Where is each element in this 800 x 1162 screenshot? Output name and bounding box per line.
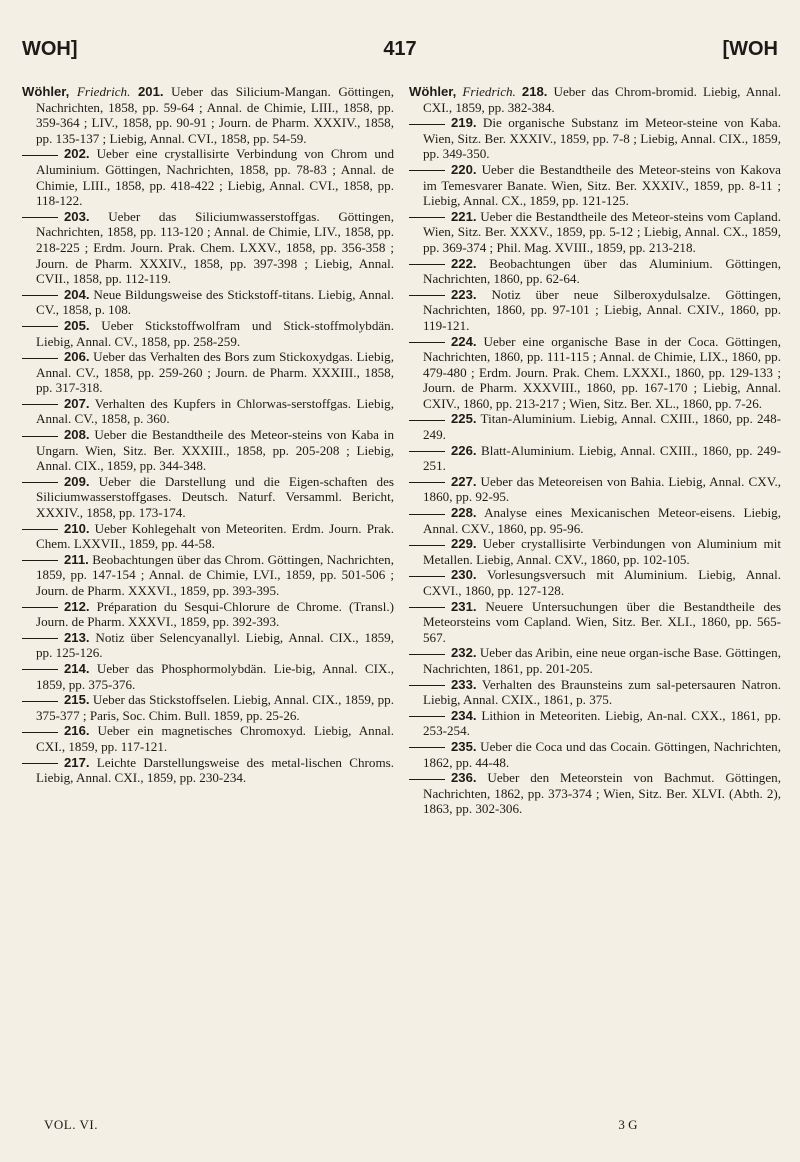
bibliography-entry (409, 599, 781, 646)
entry-number: 212. (64, 598, 90, 614)
entry-text: Ueber den Meteorstein von Bachmut. Göttingen, Nachrichten, 1862, pp. 373-374 ; Wien, Sitz. Ber. XLVI. (Abth. 2), 1863, pp. 302-306. (423, 770, 781, 817)
entry-text: Ueber eine organische Base in der Coca. Göttingen, Nachrichten, 1860, pp. 111-115 ; Annal. de Chimie, LIX., 1860, pp. 479-480 ; Erdm. Journ. Prak. Chem. LXXXI., 1860, pp. 129-133 ; Journ. de Pharm. XXXVIII., 1860, pp. 167-170 ; Liebig, Annal. CXIV., 1860, pp. 213-217 ; Wien, Sitz. Ber. XL., 1860, pp. 7-26. (423, 333, 781, 411)
ditto-dash (409, 545, 445, 546)
entry-number: 203. (64, 208, 90, 224)
entry-number: 213. (64, 629, 90, 645)
bibliography-entry (22, 427, 394, 474)
entry-text: Ueber das Silicium-Mangan. Göttingen, Nachrichten, 1858, pp. 59-64 ; Annal. de Chimie, LIII., 1858, pp. 359-364 ; LIV., 1858, pp. 90-91 ; Journ. de Pharm. XXXIV., 1858, pp. 135-137 ; Liebig, Annal. CVI., 1858, pp. 54-59. (36, 84, 394, 146)
entry-text: Ueber die Coca und das Cocain. Göttingen, Nachrichten, 1862, pp. 44-48. (423, 738, 782, 770)
bibliography-entry (409, 84, 781, 115)
bibliography-entry (22, 146, 394, 208)
bibliography-entry (409, 739, 781, 770)
entry-text: Ueber das Siliciumwasserstoffgas. Göttingen, Nachrichten, 1858, pp. 113-120 ; Annal. de Chimie, LIV., 1858, pp. 218-225 ; Erdm. Journ. Prak. Chem. LXXV., 1858, pp. 356-358 ; Journ. de Pharm. XXXIV., 1858, pp. 397-398 ; Liebig, Annal. CVII., 1858, pp. 112-119. (36, 208, 394, 287)
ditto-dash (22, 358, 58, 359)
entry-text: Ueber das Phosphormolybdän. Lie-big, Annal. CIX., 1859, pp. 375-376. (36, 660, 394, 692)
ditto-dash (22, 701, 58, 702)
entry-number: 211. (64, 551, 89, 567)
entry-text: Ueber das Stickstoffselen. Liebig, Annal. CIX., 1859, pp. 375-377 ; Paris, Soc. Chim. Bull. 1859, pp. 25-26. (36, 692, 395, 723)
ditto-dash (22, 217, 58, 218)
ditto-dash (22, 404, 58, 405)
bibliography-entry (22, 552, 394, 599)
entry-number: 223. (451, 286, 477, 302)
entry-number: 207. (64, 395, 90, 411)
ditto-dash (22, 326, 58, 327)
entry-text: Ueber Kohlegehalt von Meteoriten. Erdm. Journ. Prak. Chem. LXXVII., 1859, pp. 44-58. (36, 520, 394, 552)
entry-text: Beobachtungen über das Aluminium. Göttingen, Nachrichten, 1860, pp. 62-64. (423, 255, 781, 287)
bibliography-entry (22, 318, 394, 349)
bibliography-entry (409, 443, 781, 474)
entry-text: Ueber crystallisirte Verbindungen von Aluminium mit Metallen. Liebig, Annal. CXV., 1860, pp. 102-105. (423, 536, 781, 567)
entry-number: 229. (451, 536, 477, 552)
bibliography-entry (409, 115, 781, 162)
bibliography-entry (22, 599, 394, 630)
bibliography-entry (409, 505, 781, 536)
volume-label: VOL. VI. (44, 1117, 98, 1132)
entry-text: Notiz über neue Silberoxydulsalze. Göttingen, Nachrichten, 1860, pp. 97-101 ; Liebig, Annal. CXIV., 1860, pp. 119-121. (423, 286, 781, 333)
entry-number: 222. (451, 255, 477, 271)
entry-number: 233. (451, 676, 477, 692)
ditto-dash (409, 576, 445, 577)
entry-number: 219. (451, 115, 477, 131)
entry-number: 218. (521, 84, 548, 99)
entry-number: 215. (64, 692, 90, 708)
entry-number: 214. (64, 660, 90, 676)
ditto-dash (409, 482, 445, 483)
header-right: [WOH (722, 38, 778, 60)
entry-text: Analyse eines Mexicanischen Meteor-eisens. Liebig, Annal. CXV., 1860, pp. 95-96. (423, 505, 781, 536)
page-footer (22, 1117, 778, 1135)
ditto-dash (409, 124, 445, 125)
entry-number: 205. (64, 317, 90, 333)
bibliography-entry (22, 755, 394, 786)
entry-text: Ueber das Aribin, eine neue organ-ische Base. Göttingen, Nachrichten, 1861, pp. 201-205. (423, 645, 781, 676)
bibliography-entry (409, 162, 781, 209)
ditto-dash (409, 217, 445, 218)
bibliography-entry (22, 84, 394, 146)
header-left: WOH] (22, 38, 78, 60)
right-column (409, 84, 781, 817)
ditto-dash (409, 716, 445, 717)
entry-text: Titan-Aluminium. Liebig, Annal. CXIII., 1860, pp. 248-249. (423, 411, 781, 443)
entry-number: 230. (451, 567, 477, 583)
ditto-dash (22, 155, 58, 156)
entry-text: Préparation du Sesqui-Chlorure de Chrome. (Transl.) Journ. de Pharm. XXXVI., 1859, pp. 392-393. (36, 598, 394, 630)
bibliography-entry (22, 287, 394, 318)
entry-number: 201. (138, 84, 164, 99)
bibliography-entry (409, 645, 781, 676)
entry-author: Wöhler, (22, 84, 70, 99)
entry-number: 235. (451, 738, 477, 754)
entry-given-name: Friedrich. (462, 84, 516, 99)
entry-text: Ueber die Bestandtheile des Meteor-steins vom Capland. Wien, Sitz. Ber. XXXV., 1859, pp. 5-12 ; Liebig, Annal. CX., 1859, pp. 369-374 ; Phil. Mag. XVIII., 1859, pp. 213-218. (423, 208, 781, 255)
bibliography-entry (22, 723, 394, 754)
entry-text: Blatt-Aluminium. Liebig, Annal. CXIII., 1860, pp. 249-251. (423, 442, 781, 474)
entry-text: Notiz über Selencyanallyl. Liebig, Annal. CIX., 1859, pp. 125-126. (36, 629, 394, 661)
entry-number: 206. (64, 349, 90, 365)
bibliography-entry (22, 474, 394, 521)
ditto-dash (22, 560, 58, 561)
left-column (22, 84, 394, 786)
ditto-dash (409, 607, 445, 608)
bibliography-entry (22, 692, 394, 723)
entry-text: Ueber ein magnetisches Chromoxyd. Liebig, Annal. CXI., 1859, pp. 117-121. (36, 723, 394, 754)
bibliography-entry (409, 770, 781, 817)
entry-text: Die organische Substanz im Meteor-steine von Kaba. Wien, Sitz. Ber. XXXIV., 1859, pp. 7-8 ; Liebig, Annal. CIX., 1859, pp. 349-350. (423, 115, 781, 162)
ditto-dash (22, 732, 58, 733)
ditto-dash (409, 747, 445, 748)
bibliography-entry (22, 661, 394, 692)
entry-number: 227. (451, 473, 477, 489)
ditto-dash (22, 669, 58, 670)
ditto-dash (409, 451, 445, 452)
bibliography-entry (409, 411, 781, 442)
entry-number: 217. (64, 754, 90, 770)
entry-text: Ueber die Bestandtheile des Meteor-steins von Kakova im Temesvarer Banate. Wien, Sitz. Ber. XXXIV., 1859, pp. 8-11 ; Liebig, Annal. CX., 1859, pp. 121-125. (423, 161, 781, 209)
entry-number: 228. (451, 505, 477, 521)
entry-given-name: Friedrich. (76, 84, 131, 99)
entry-text: Lithion in Meteoriten. Liebig, An-nal. CXX., 1861, pp. 253-254. (423, 707, 781, 739)
bibliography-entry (409, 209, 781, 256)
bibliography-entry (22, 521, 394, 552)
entry-text: Ueber die Darstellung und die Eigen-schaften des Siliciumwasserstoffgases. Deutsch. Naturf. Versamml. Bericht, XXXIV., 1858, pp. 173-174. (36, 473, 394, 521)
entry-number: 221. (451, 208, 477, 224)
ditto-dash (409, 295, 445, 296)
entry-number: 204. (64, 286, 90, 302)
running-header (22, 38, 778, 68)
entry-number: 202. (64, 146, 90, 162)
entry-text: Ueber das Meteoreisen von Bahia. Liebig, Annal. CXV., 1860, pp. 92-95. (423, 473, 782, 505)
bibliography-entry (22, 630, 394, 661)
bibliography-entry (22, 209, 394, 287)
bibliography-entry (409, 287, 781, 334)
ditto-dash (409, 264, 445, 265)
entry-text: Neue Bildungsweise des Stickstoff-titans. Liebig, Annal. CV., 1858, p. 108. (36, 286, 394, 318)
bibliography-entry (409, 256, 781, 287)
entry-number: 210. (64, 520, 90, 536)
entry-number: 225. (451, 411, 477, 427)
bibliography-entry (409, 567, 781, 598)
signature-mark: 3 G (618, 1117, 638, 1132)
entry-number: 231. (451, 598, 477, 614)
entry-text: Ueber das Chrom-bromid. Liebig, Annal. CXI., 1859, pp. 382-384. (423, 84, 782, 115)
entry-number: 208. (64, 427, 90, 443)
bibliography-entry (409, 474, 781, 505)
entry-text: Ueber die Bestandtheile des Meteor-steins von Kaba in Ungarn. Wien, Sitz. Ber. XXXIII., 1858, pp. 205-208 ; Liebig, Annal. CIX., 1859, pp. 344-348. (36, 427, 394, 474)
ditto-dash (22, 436, 58, 437)
entry-text: Verhalten des Braunsteins zum sal-petersauren Natron. Liebig, Annal. CXIX., 1861, p. 375. (423, 676, 781, 708)
bibliography-entry (409, 334, 781, 412)
page-number: 417 (383, 38, 417, 60)
entry-text: Neuere Untersuchungen über die Bestandtheile des Meteorsteins vom Capland. Wien, Sitz. Ber. XLI., 1860, pp. 565-567. (423, 598, 781, 645)
entry-text: Verhalten des Kupfers in Chlorwas-serstoffgas. Liebig, Annal. CV., 1858, p. 360. (36, 395, 394, 427)
entry-text: Leichte Darstellungsweise des metal-lischen Chroms. Liebig, Annal. CXI., 1859, pp. 230-234. (36, 754, 394, 786)
entry-number: 234. (451, 707, 477, 723)
ditto-dash (409, 170, 445, 171)
ditto-dash (409, 514, 445, 515)
entry-author: Wöhler, (409, 84, 457, 99)
bibliography-entry (22, 349, 394, 396)
ditto-dash (409, 685, 445, 686)
entry-text: Vorlesungsversuch mit Aluminium. Liebig, Annal. CXVI., 1860, pp. 127-128. (423, 567, 781, 598)
ditto-dash (22, 529, 58, 530)
entry-number: 232. (451, 645, 477, 661)
bibliography-entry (409, 536, 781, 567)
ditto-dash (22, 482, 58, 483)
ditto-dash (22, 295, 58, 296)
ditto-dash (409, 420, 445, 421)
entry-number: 226. (451, 442, 477, 458)
entry-text: Ueber eine crystallisirte Verbindung von Chrom und Aluminium. Göttingen, Nachrichten, 1858, pp. 78-83 ; Annal. de Chimie, LIII., 1858, pp. 418-422 ; Liebig, Annal. CVI., 1858, pp. 118-122. (36, 146, 394, 209)
ditto-dash (22, 763, 58, 764)
entry-number: 209. (64, 473, 90, 489)
entry-text: Beobachtungen über das Chrom. Göttingen, Nachrichten, 1859, pp. 147-154 ; Annal. de Chimie, LVI., 1859, pp. 501-506 ; Journ. de Pharm. XXXVI., 1859, pp. 393-395. (36, 551, 394, 598)
entry-text: Ueber das Verhalten des Bors zum Stickoxydgas. Liebig, Annal. CV., 1858, pp. 259-260 ; Journ. de Pharm. XXXIII., 1858, pp. 317-318. (36, 349, 394, 396)
bibliography-entry (409, 677, 781, 708)
entry-number: 224. (451, 333, 477, 349)
entry-number: 220. (451, 161, 477, 177)
ditto-dash (409, 654, 445, 655)
entry-number: 236. (451, 770, 477, 786)
entry-number: 216. (64, 723, 90, 739)
bibliography-entry (22, 396, 394, 427)
ditto-dash (22, 607, 58, 608)
ditto-dash (409, 342, 445, 343)
ditto-dash (409, 779, 445, 780)
bibliography-entry (409, 708, 781, 739)
entry-text: Ueber Stickstoffwolfram und Stick-stoffmolybdän. Liebig, Annal. CV., 1858, pp. 258-259. (36, 317, 394, 349)
ditto-dash (22, 638, 58, 639)
